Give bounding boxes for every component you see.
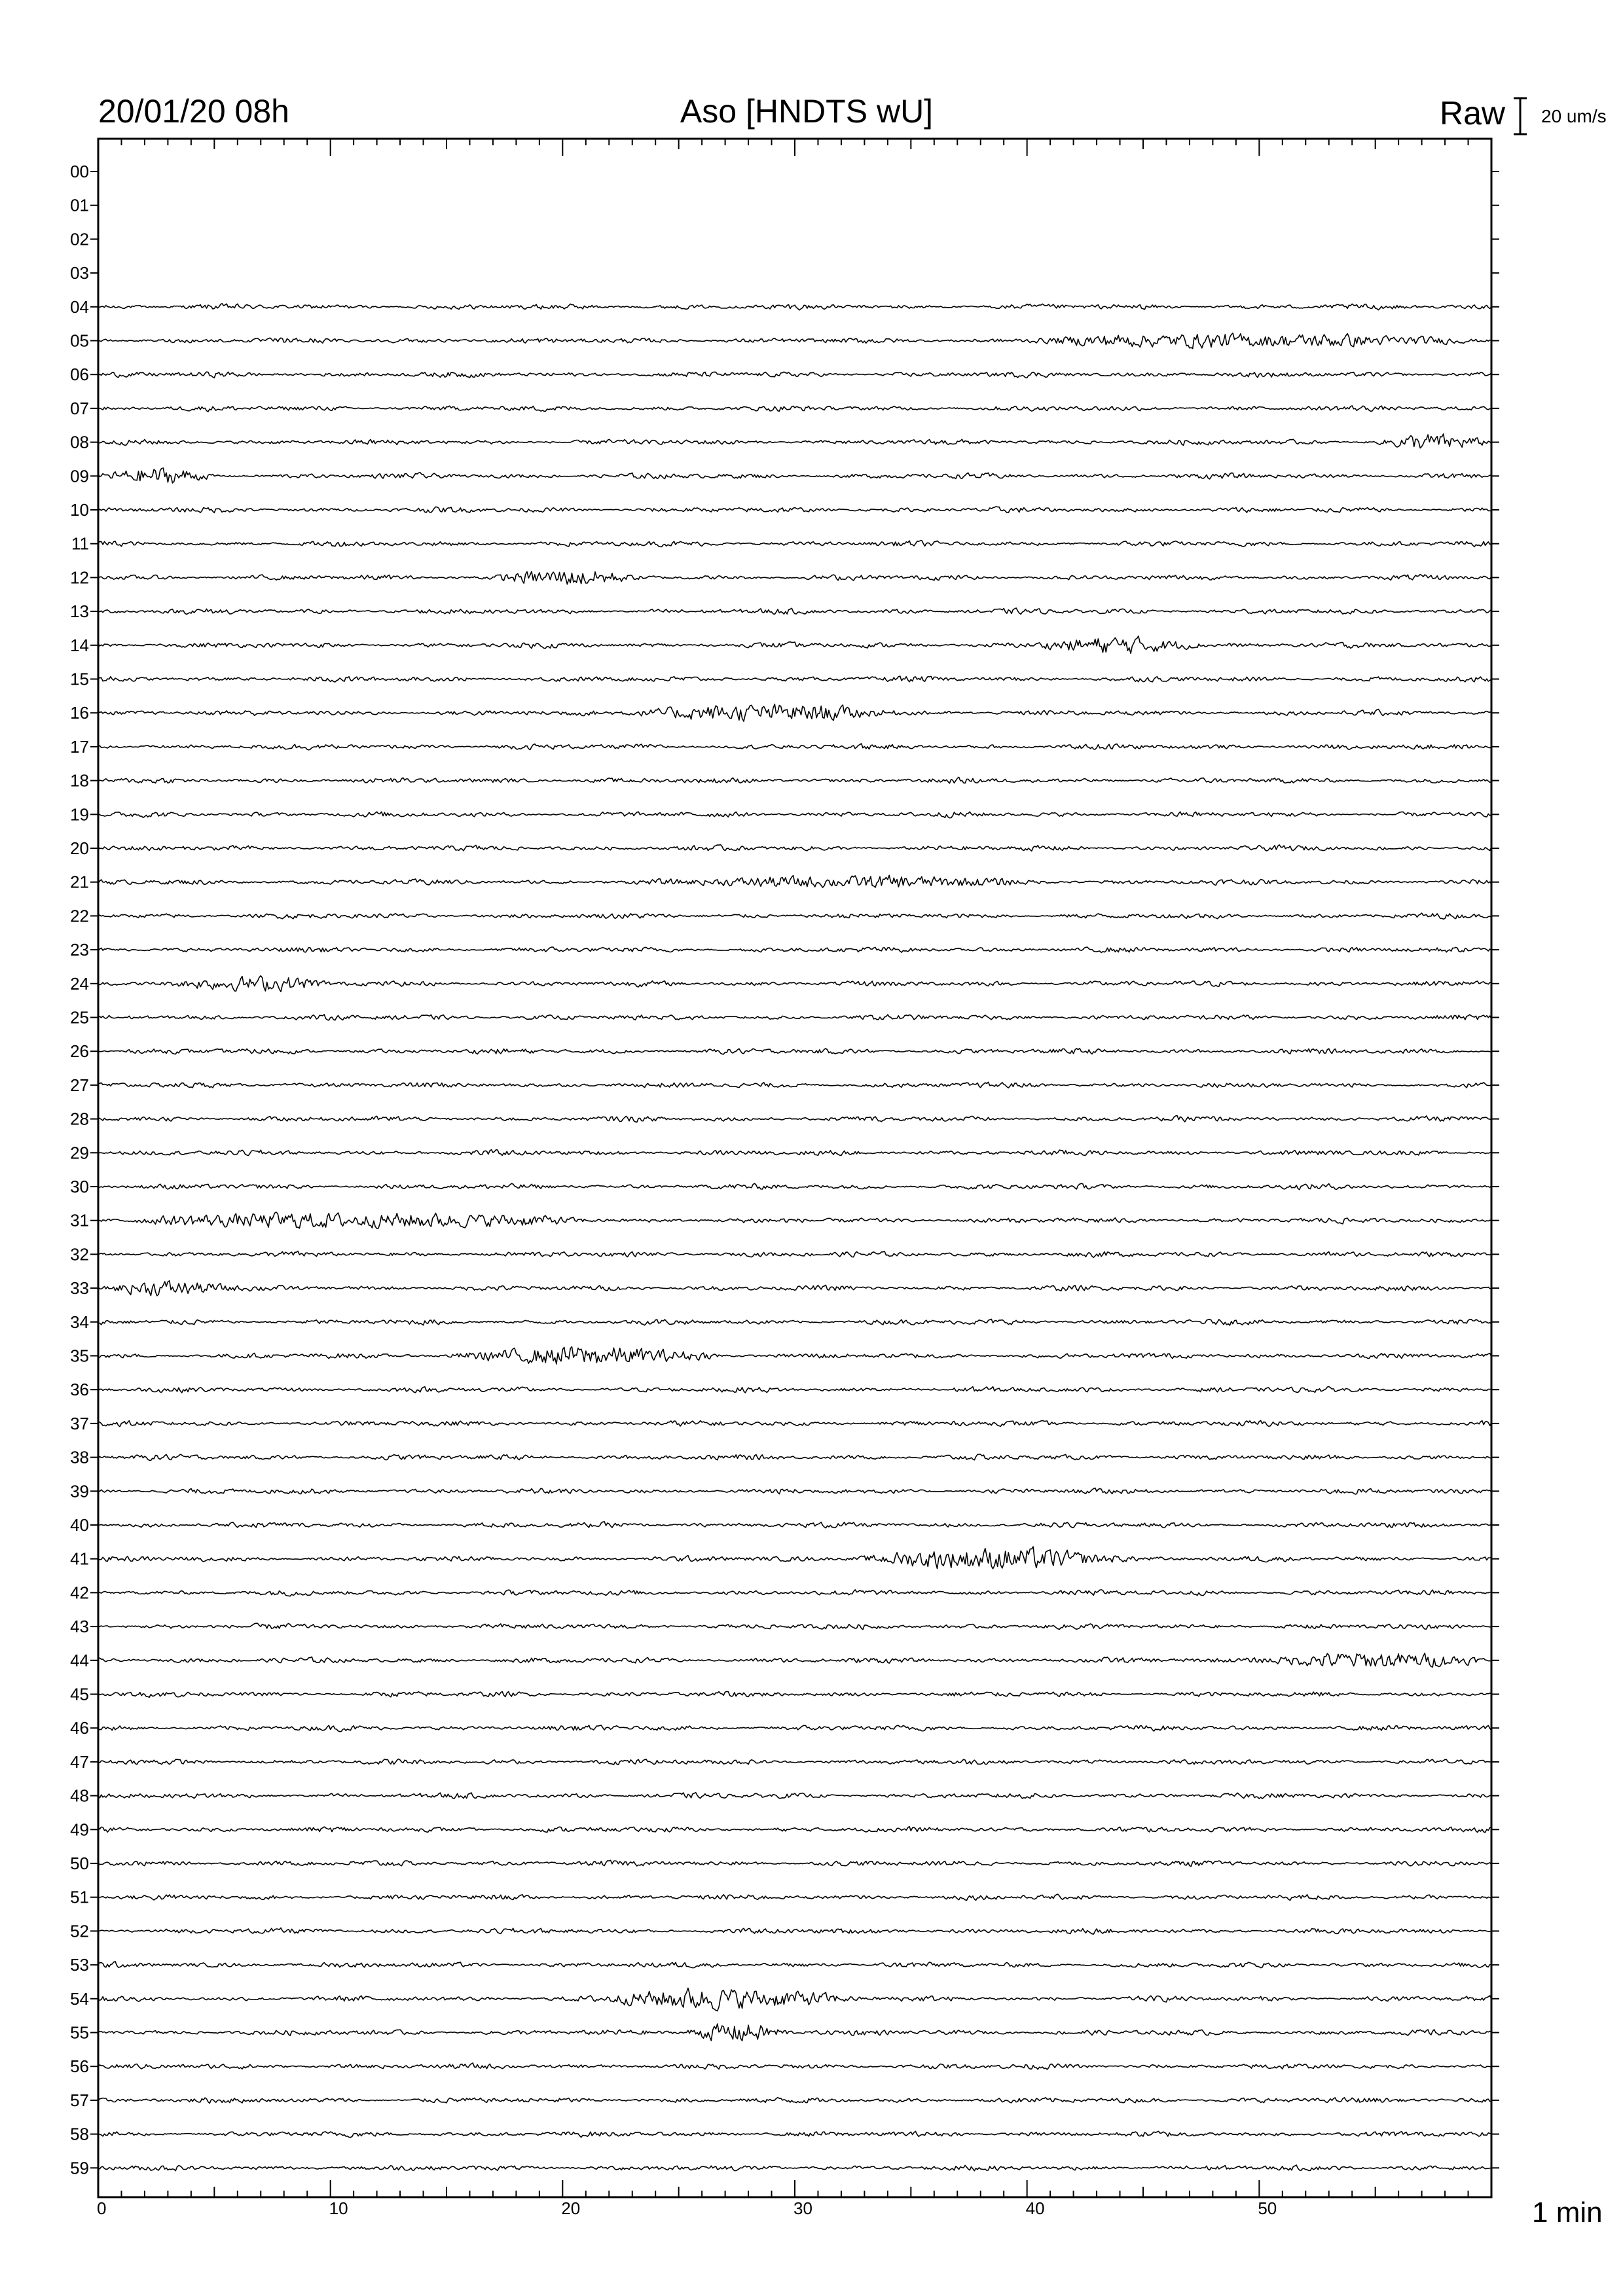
row-label: 34 xyxy=(70,1312,89,1332)
row-label: 17 xyxy=(70,736,89,757)
row-label: 15 xyxy=(70,669,89,689)
row-label: 11 xyxy=(71,533,89,554)
row-label: 31 xyxy=(70,1210,89,1230)
x-tick-label: 40 xyxy=(1025,2198,1045,2218)
trace-43 xyxy=(98,1623,1491,1630)
x-tick-label: 20 xyxy=(561,2198,581,2218)
trace-35 xyxy=(98,1347,1491,1364)
trace-18 xyxy=(98,777,1491,783)
trace-14 xyxy=(98,636,1491,654)
row-label: 03 xyxy=(70,263,89,283)
row-label: 07 xyxy=(70,398,89,418)
trace-20 xyxy=(98,845,1491,852)
x-tick-label: 0 xyxy=(97,2198,107,2218)
trace-47 xyxy=(98,1759,1491,1765)
trace-05 xyxy=(98,333,1491,349)
x-tick-label: 50 xyxy=(1258,2198,1277,2218)
row-label: 58 xyxy=(70,2124,89,2144)
row-label: 38 xyxy=(70,1447,89,1467)
row-label: 55 xyxy=(70,2022,89,2043)
row-label: 04 xyxy=(70,296,89,317)
trace-54 xyxy=(98,1988,1491,2011)
row-label: 40 xyxy=(70,1515,89,1535)
plot-frame xyxy=(98,139,1491,2197)
trace-42 xyxy=(98,1590,1491,1596)
trace-08 xyxy=(98,434,1491,448)
top-axis-ticks xyxy=(98,139,1491,156)
x-unit-label: 1 min xyxy=(1532,2197,1603,2229)
trace-25 xyxy=(98,1014,1491,1020)
trace-28 xyxy=(98,1116,1491,1122)
row-label: 39 xyxy=(70,1481,89,1501)
row-label: 43 xyxy=(70,1617,89,1637)
trace-19 xyxy=(98,812,1491,817)
row-label: 56 xyxy=(70,2056,89,2077)
trace-31 xyxy=(98,1212,1491,1229)
row-label: 41 xyxy=(70,1549,89,1569)
trace-45 xyxy=(98,1692,1491,1698)
trace-51 xyxy=(98,1894,1491,1900)
trace-39 xyxy=(98,1488,1491,1494)
trace-29 xyxy=(98,1150,1491,1156)
trace-38 xyxy=(98,1454,1491,1461)
mode-label: Raw xyxy=(1439,95,1505,132)
row-label: 01 xyxy=(70,195,89,215)
row-label: 48 xyxy=(70,1785,89,1806)
row-label: 54 xyxy=(70,1988,89,2009)
x-tick-label: 10 xyxy=(329,2198,348,2218)
trace-46 xyxy=(98,1725,1491,1732)
row-label: 30 xyxy=(70,1177,89,1196)
row-label: 09 xyxy=(70,466,89,486)
trace-24 xyxy=(98,976,1491,992)
trace-07 xyxy=(98,406,1491,412)
row-label: 05 xyxy=(70,331,89,351)
trace-44 xyxy=(98,1653,1491,1667)
row-label: 28 xyxy=(70,1109,89,1129)
trace-41 xyxy=(98,1547,1491,1569)
trace-32 xyxy=(98,1251,1491,1258)
row-label: 27 xyxy=(70,1075,89,1095)
row-label: 32 xyxy=(70,1244,89,1265)
row-label: 24 xyxy=(70,973,89,994)
row-label: 26 xyxy=(70,1041,89,1062)
trace-56 xyxy=(98,2063,1491,2070)
trace-30 xyxy=(98,1183,1491,1190)
trace-40 xyxy=(98,1522,1491,1528)
trace-11 xyxy=(98,541,1491,547)
trace-48 xyxy=(98,1793,1491,1799)
trace-15 xyxy=(98,676,1491,682)
trace-26 xyxy=(98,1049,1491,1054)
trace-34 xyxy=(98,1319,1491,1325)
trace-52 xyxy=(98,1928,1491,1935)
row-label: 53 xyxy=(70,1955,89,1975)
trace-04 xyxy=(98,304,1491,310)
trace-59 xyxy=(98,2165,1491,2171)
trace-33 xyxy=(98,1281,1491,1296)
row-label: 52 xyxy=(70,1921,89,1941)
row-label: 14 xyxy=(70,635,89,655)
trace-50 xyxy=(98,1860,1491,1866)
row-label: 16 xyxy=(70,703,89,723)
trace-49 xyxy=(98,1827,1491,1833)
row-label: 12 xyxy=(70,567,89,588)
trace-17 xyxy=(98,744,1491,750)
row-label: 35 xyxy=(70,1346,89,1366)
trace-21 xyxy=(98,875,1491,888)
row-label: 37 xyxy=(70,1413,89,1433)
row-label: 18 xyxy=(70,770,89,791)
row-label: 10 xyxy=(70,500,89,520)
trace-13 xyxy=(98,608,1491,615)
x-tick-label: 30 xyxy=(793,2198,812,2218)
row-label: 08 xyxy=(70,432,89,452)
row-label: 06 xyxy=(70,365,89,385)
row-label: 49 xyxy=(70,1820,89,1840)
x-tick-labels xyxy=(97,2198,1277,2218)
trace-16 xyxy=(98,704,1491,721)
row-label: 44 xyxy=(70,1650,89,1670)
row-label: 50 xyxy=(70,1854,89,1873)
bottom-axis-ticks xyxy=(98,2180,1491,2197)
station-title: Aso [HNDTS wU] xyxy=(680,93,934,130)
row-label: 36 xyxy=(70,1380,89,1400)
row-ticks xyxy=(90,171,1499,2168)
row-label: 20 xyxy=(70,838,89,858)
trace-23 xyxy=(98,947,1491,953)
row-label: 59 xyxy=(70,2158,89,2178)
row-label: 13 xyxy=(70,601,89,622)
row-label: 02 xyxy=(70,229,89,249)
row-label: 19 xyxy=(70,804,89,825)
trace-06 xyxy=(98,372,1491,378)
row-labels xyxy=(70,162,89,2178)
row-label: 21 xyxy=(70,872,89,892)
row-label: 57 xyxy=(70,2090,89,2110)
row-label: 46 xyxy=(70,1718,89,1738)
trace-36 xyxy=(98,1387,1491,1393)
row-label: 23 xyxy=(70,940,89,960)
trace-37 xyxy=(98,1421,1491,1427)
row-label: 45 xyxy=(70,1684,89,1704)
traces xyxy=(98,304,1491,2171)
trace-27 xyxy=(98,1082,1491,1088)
row-label: 25 xyxy=(70,1007,89,1028)
trace-58 xyxy=(98,2131,1491,2137)
trace-55 xyxy=(98,2024,1491,2041)
trace-10 xyxy=(98,507,1491,512)
row-label: 51 xyxy=(70,1887,89,1907)
row-label: 22 xyxy=(70,906,89,926)
row-label: 00 xyxy=(70,162,89,181)
scale-label: 20 um/s xyxy=(1541,106,1607,126)
row-label: 47 xyxy=(70,1751,89,1772)
trace-12 xyxy=(98,571,1491,584)
trace-53 xyxy=(98,1962,1491,1968)
trace-57 xyxy=(98,2098,1491,2104)
row-label: 29 xyxy=(70,1143,89,1163)
date-label: 20/01/20 08h xyxy=(98,93,289,130)
row-label: 42 xyxy=(70,1583,89,1603)
trace-22 xyxy=(98,913,1491,919)
trace-09 xyxy=(98,468,1491,483)
row-label: 33 xyxy=(70,1278,89,1299)
